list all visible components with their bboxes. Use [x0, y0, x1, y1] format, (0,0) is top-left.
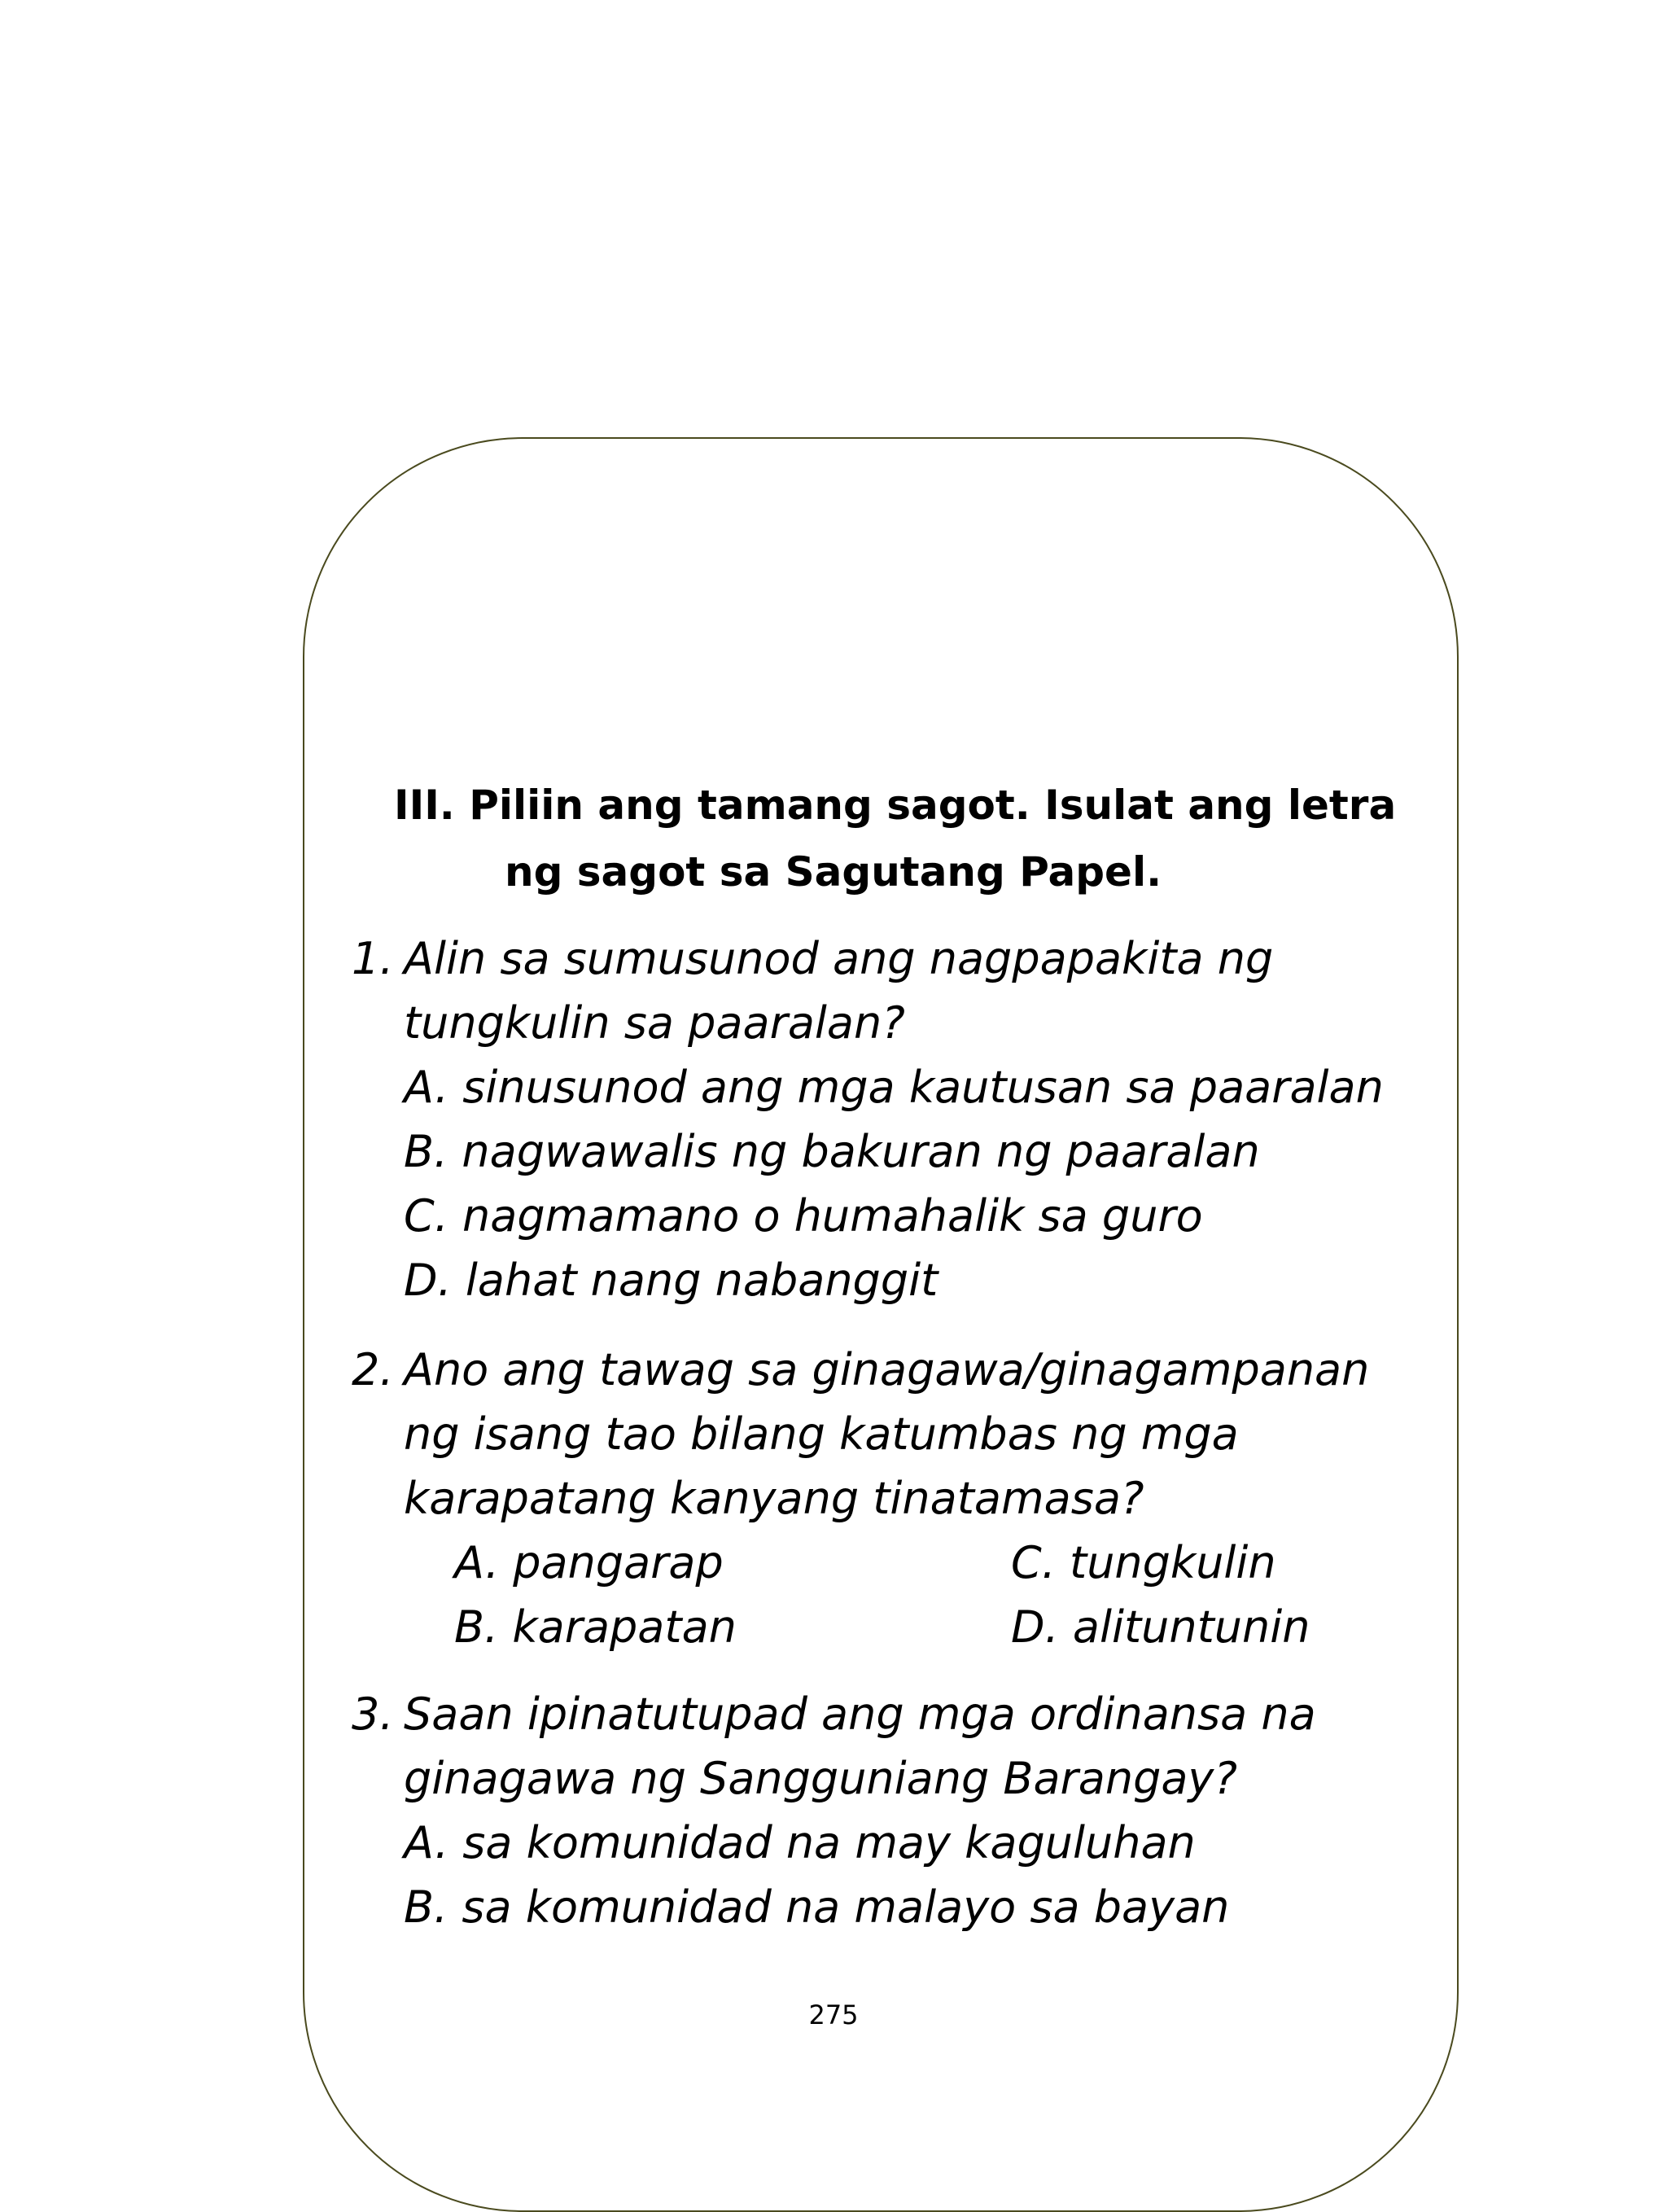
- question-3-choice-b: B. sa komunidad na malayo sa bayan: [404, 1881, 1230, 1933]
- question-1-choice-d: D. lahat nang nabanggit: [404, 1255, 939, 1306]
- question-2-text-line-3: karapatang kanyang tinatamasa?: [404, 1473, 1144, 1524]
- question-3-choice-a: A. sa komunidad na may kaguluhan: [404, 1817, 1196, 1868]
- question-2-text-line-1: Ano ang tawag sa ginagawa/ginagampanan: [404, 1344, 1370, 1395]
- question-3: [352, 1682, 1450, 1939]
- question-1-choice-c: C. nagmamano o humahalik sa guro: [404, 1190, 1203, 1242]
- instructions-line-2: ng sagot sa Sagutang Papel.: [505, 848, 1162, 896]
- rounded-border-frame: [303, 437, 1459, 2212]
- question-2-choices: [352, 1531, 1450, 1659]
- question-1-number: 1.: [352, 933, 394, 984]
- question-2-choice-a: A. pangarap: [454, 1537, 724, 1588]
- question-1: [352, 926, 1450, 1312]
- question-2-number: 2.: [352, 1344, 394, 1395]
- instructions-line-1: III. Piliin ang tamang sagot. Isulat ang letra: [394, 782, 1397, 829]
- question-1-choice-b: B. nagwawalis ng bakuran ng paaralan: [404, 1126, 1260, 1177]
- question-2-text-line-2: ng isang tao bilang katumbas ng mga: [404, 1408, 1239, 1460]
- question-3-number: 3.: [352, 1689, 394, 1740]
- question-2: [352, 1338, 1450, 1659]
- question-1-text-line-2: tungkulin sa paaralan?: [404, 997, 905, 1049]
- question-2-choice-d: D. alituntunin: [1011, 1601, 1310, 1653]
- instructions-heading: [394, 772, 1452, 905]
- question-2-choice-c: C. tungkulin: [1011, 1537, 1276, 1588]
- question-1-text-line-1: Alin sa sumusunod ang nagpapakita ng: [404, 933, 1274, 984]
- question-2-choice-b: B. karapatan: [454, 1601, 737, 1653]
- page-number: 275: [808, 2000, 859, 2030]
- question-3-text-line-2: ginagawa ng Sangguniang Barangay?: [404, 1753, 1238, 1804]
- question-3-text-line-1: Saan ipinatutupad ang mga ordinansa na: [404, 1689, 1316, 1740]
- question-1-choice-a: A. sinusunod ang mga kautusan sa paaralan: [404, 1062, 1384, 1113]
